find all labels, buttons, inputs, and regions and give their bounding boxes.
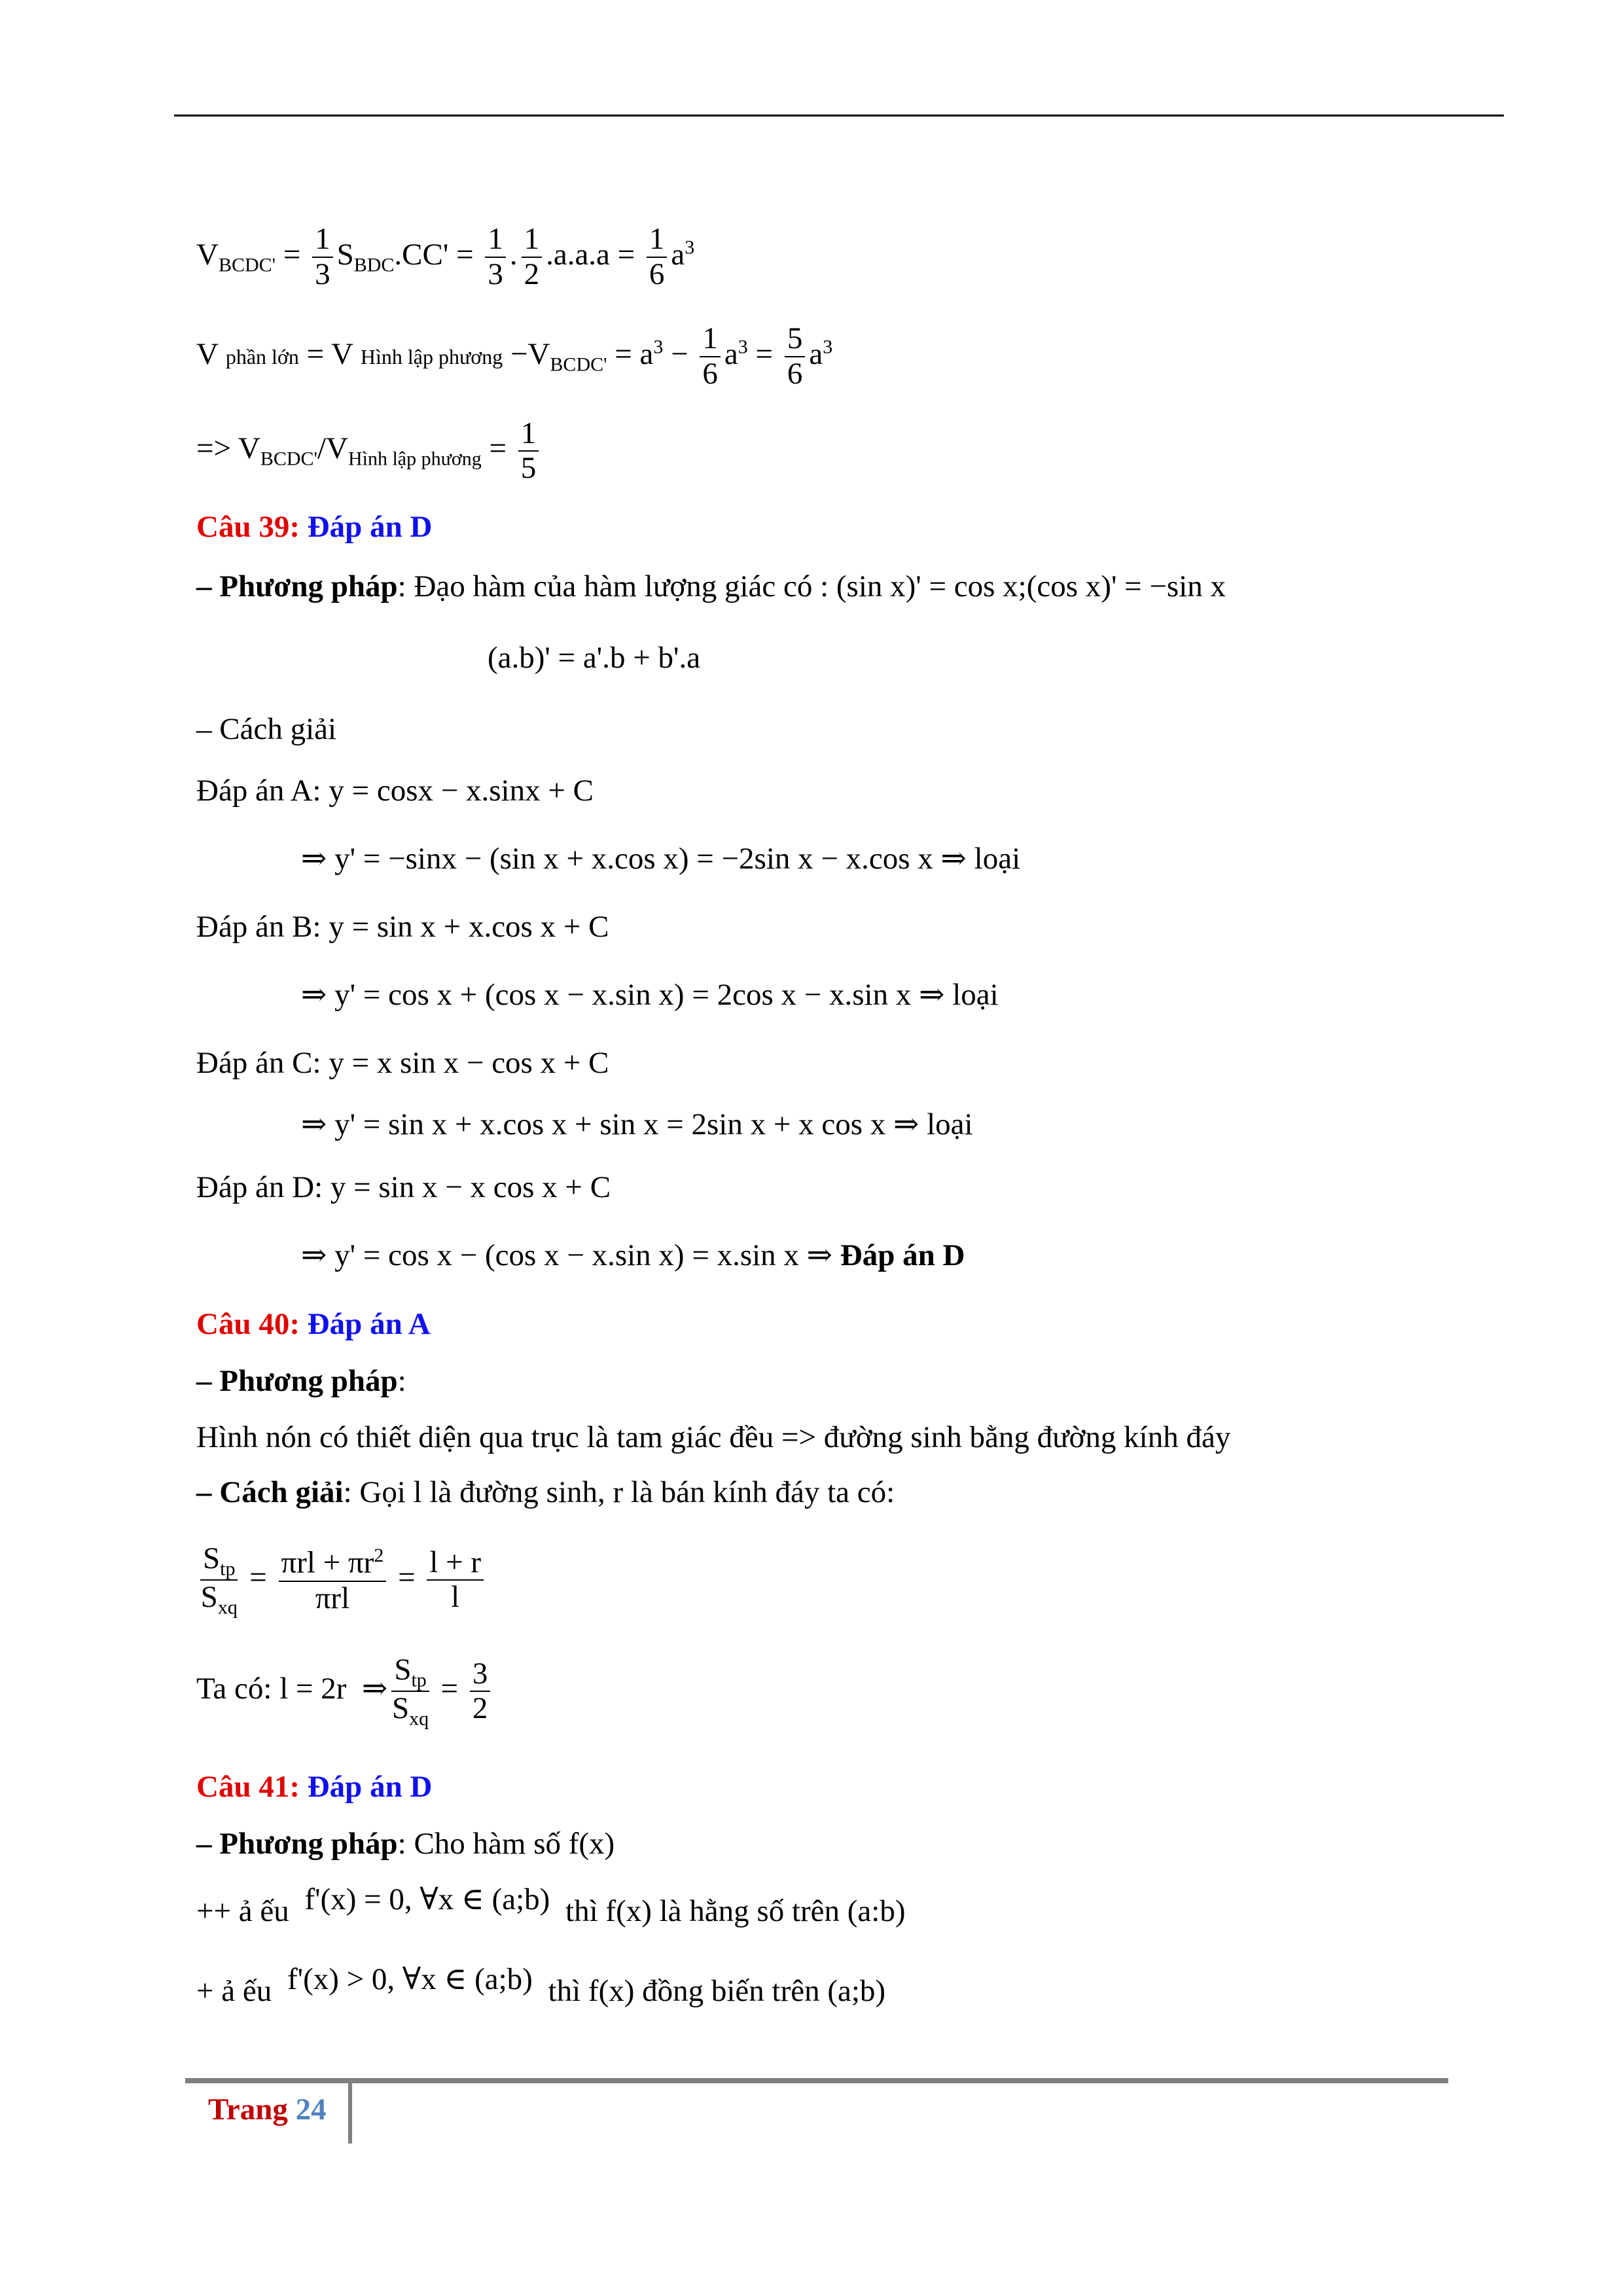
q40-method-text: Hình nón có thiết diện qua trục là tam giác đều => đường sinh bằng đường kính đáy xyxy=(196,1420,1231,1454)
q40-result: Ta có: l = 2r ⇒ $\frac{S_{tp}}{S_{xq}}$ = $\frac{3}{2}$ xyxy=(196,1643,494,1734)
q41-heading xyxy=(196,1767,432,1806)
method-text: : Cho hàm số f(x) xyxy=(397,1827,615,1861)
option-d-derivative xyxy=(301,1236,965,1275)
option-function: y = x sin x − cos x + C xyxy=(329,1046,609,1080)
q39-solution-label: – Cách giải xyxy=(196,712,337,746)
option-b-derivative: ⇒ y' = cos x + (cos x − x.sin x) = 2cos x − x.sin x ⇒ loại xyxy=(301,978,999,1012)
option-label: Đáp án C: xyxy=(196,1046,321,1080)
footer-rule xyxy=(185,2078,1448,2083)
method-label: – Phương pháp xyxy=(196,569,398,603)
q40-ratio-formula: $\frac{S_{tp}}{S_{xq}}$ = $\frac{\pi rl + \pi r^2}{\text{πrl}}$ = $\frac{l + r}{l}$ xyxy=(196,1532,488,1623)
answer-text: Đáp án D xyxy=(840,1238,965,1272)
header-rule xyxy=(174,115,1504,117)
product-rule: (a.b)' = a'.b + b'.a xyxy=(488,641,701,675)
q41-number: Câu 41: xyxy=(196,1770,300,1804)
q40-number: Câu 40: xyxy=(196,1307,300,1341)
rule-prefix: ++ ả ếu xyxy=(196,1894,289,1928)
method-label: – Phương pháp xyxy=(196,1364,398,1398)
option-function: y = cosx − x.sinx + C xyxy=(329,774,594,808)
method-label: – Phương pháp xyxy=(196,1827,398,1861)
rule-text: thì f(x) đồng biến trên (a;b) xyxy=(548,1974,886,2008)
option-b xyxy=(196,907,609,946)
page-number xyxy=(208,2090,327,2129)
option-a xyxy=(196,771,594,810)
q40-method: – Phương pháp: xyxy=(196,1364,406,1398)
q39-method xyxy=(196,567,1226,606)
rule-formula: f'(x) > 0, ∀x ∈ (a;b) xyxy=(287,1962,533,1996)
rule-formula: f'(x) = 0, ∀x ∈ (a;b) xyxy=(304,1882,550,1916)
option-c-derivative: ⇒ y' = sin x + x.cos x + sin x = 2sin x + x cos x ⇒ loại xyxy=(301,1107,973,1141)
option-label: Đáp án A: xyxy=(196,774,321,808)
derivative-formula: (sin x)' = cos x;(cos x)' = −sin x xyxy=(836,569,1226,603)
method-text: : Đạo hàm của hàm lượng giác có : xyxy=(397,569,829,603)
q41-rule-increasing xyxy=(196,1962,886,2011)
q39-heading xyxy=(196,507,432,547)
page-number-value: 24 xyxy=(295,2092,327,2126)
rule-text: thì f(x) là hằng số trên (a:b) xyxy=(565,1894,906,1928)
derivative-text: ⇒ y' = cos x − (cos x − x.sin x) = x.sin x ⇒ xyxy=(301,1238,833,1272)
q41-answer: Đáp án D xyxy=(307,1770,433,1804)
q39-number: Câu 39: xyxy=(196,510,300,544)
q41-rule-constant xyxy=(196,1882,906,1931)
rule-prefix: + ả ếu xyxy=(196,1974,272,2008)
option-a-derivative: ⇒ y' = −sinx − (sin x + x.cos x) = −2sin x − x.cos x ⇒ loại xyxy=(301,842,1021,876)
formula-volume-bcdc: $V_{BCDC'}$ = $\frac{1}{3}$ $S_{BDC}.CC'$ = $\frac{1}{3}$ . $\frac{1}{2}$ .a.a.a = $\frac{1}{6}$ $a^3$ xyxy=(196,222,695,291)
q40-answer: Đáp án A xyxy=(307,1307,431,1341)
option-label: Đáp án B: xyxy=(196,910,321,944)
solution-text: : Gọi l là đường sinh, r là bán kính đáy ta có: xyxy=(343,1475,895,1509)
formula-volume-large-part: V phần lớn = V Hình lập phương $-V_{BCDC'} = a^3$ − $\frac{1}{6}$ $a^3$ = $\frac{5}{6}$ $a^3$ xyxy=(196,321,833,391)
formula-volume-ratio: => $V_{BCDC'}/V_{Hình lập phương}$ = $\frac{1}{5}$ xyxy=(196,409,543,488)
q39-answer: Đáp án D xyxy=(307,510,433,544)
q40-solution xyxy=(196,1473,895,1512)
option-d xyxy=(196,1168,611,1207)
solution-label: – Cách giải xyxy=(196,1475,344,1509)
footer-divider xyxy=(348,2078,352,2144)
page-word: Trang xyxy=(208,2092,288,2126)
q41-method xyxy=(196,1824,615,1863)
option-label: Đáp án D: xyxy=(196,1170,323,1204)
q40-heading xyxy=(196,1304,431,1344)
option-c xyxy=(196,1043,609,1083)
option-function: y = sin x + x.cos x + C xyxy=(329,910,609,944)
option-function: y = sin x − x cos x + C xyxy=(330,1170,611,1204)
